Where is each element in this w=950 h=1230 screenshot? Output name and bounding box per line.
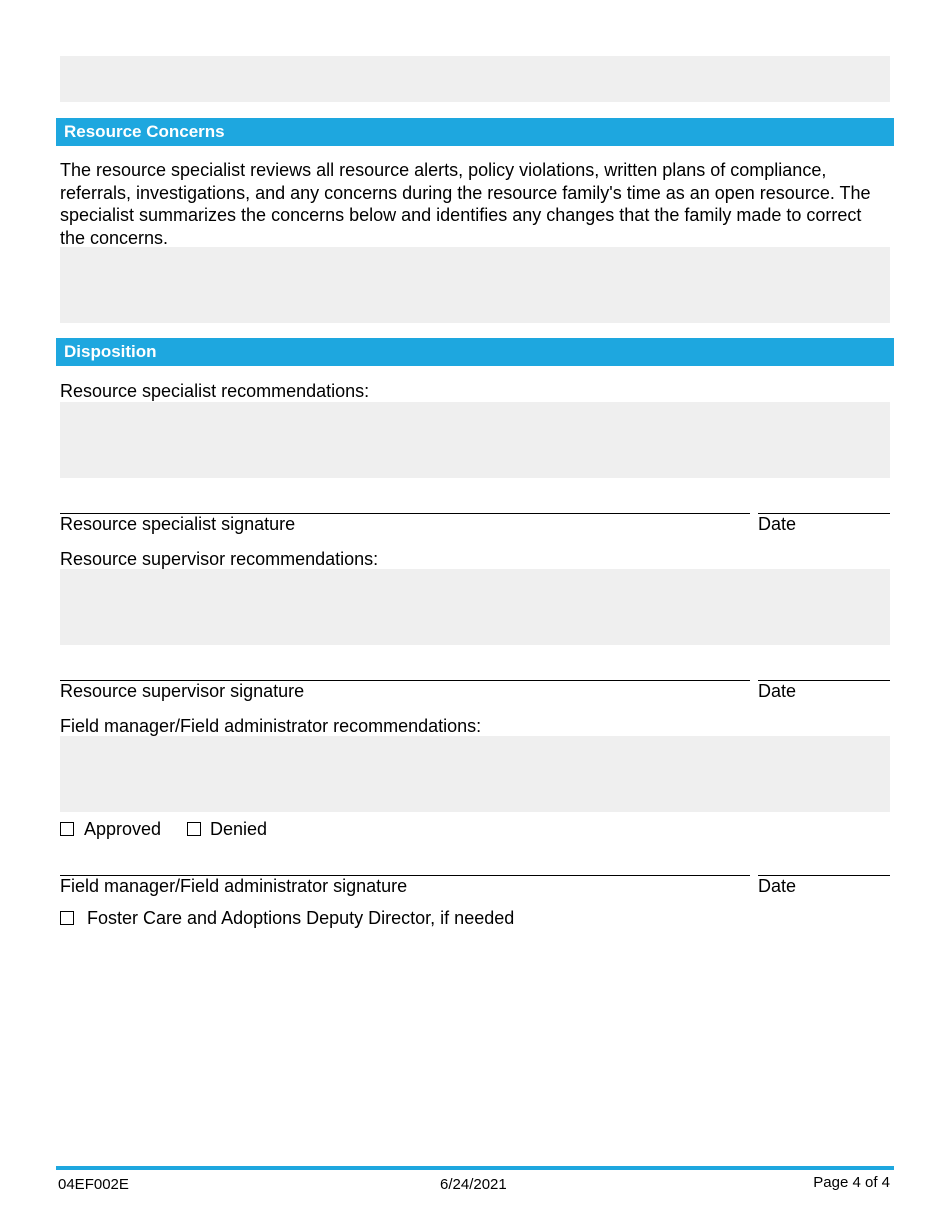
approved-label: Approved bbox=[84, 819, 162, 839]
supervisor-signature-label: Resource supervisor signature bbox=[60, 681, 305, 701]
field-manager-recommendations-field[interactable] bbox=[60, 736, 890, 812]
field-manager-signature-label: Field manager/Field administrator signature bbox=[60, 876, 408, 896]
specialist-date-label: Date bbox=[758, 514, 797, 534]
previous-section-text-field[interactable] bbox=[60, 56, 890, 102]
specialist-signature-label: Resource specialist signature bbox=[60, 514, 296, 534]
field-manager-recommendations-label: Field manager/Field administrator recommendations: bbox=[60, 716, 482, 736]
resource-concerns-text-field[interactable] bbox=[60, 247, 890, 323]
deputy-director-checkbox[interactable] bbox=[60, 911, 74, 925]
page-number: Page 4 of 4 bbox=[813, 1174, 890, 1191]
supervisor-recommendations-label: Resource supervisor recommendations: bbox=[60, 549, 379, 569]
denied-label: Denied bbox=[210, 819, 268, 839]
approved-checkbox[interactable] bbox=[60, 822, 74, 836]
deputy-director-label: Foster Care and Adoptions Deputy Director, if needed bbox=[87, 908, 515, 928]
disposition-header: Disposition bbox=[56, 338, 894, 366]
resource-concerns-description: The resource specialist reviews all resource alerts, policy violations, written plans of compliance, referrals, investigations, and any concerns during the resource family's time as an open resource. The specialist summarizes the concerns below and identifies any changes that the family made to correct the concerns. bbox=[60, 160, 871, 248]
specialist-recommendations-label: Resource specialist recommendations: bbox=[60, 381, 370, 401]
footer-rule bbox=[56, 1166, 894, 1170]
revision-date: 6/24/2021 bbox=[440, 1176, 507, 1193]
resource-concerns-header: Resource Concerns bbox=[56, 118, 894, 146]
form-number: 04EF002E bbox=[58, 1176, 129, 1193]
denied-checkbox[interactable] bbox=[187, 822, 201, 836]
specialist-recommendations-field[interactable] bbox=[60, 402, 890, 478]
field-manager-date-label: Date bbox=[758, 876, 797, 896]
supervisor-date-label: Date bbox=[758, 681, 797, 701]
supervisor-recommendations-field[interactable] bbox=[60, 569, 890, 645]
